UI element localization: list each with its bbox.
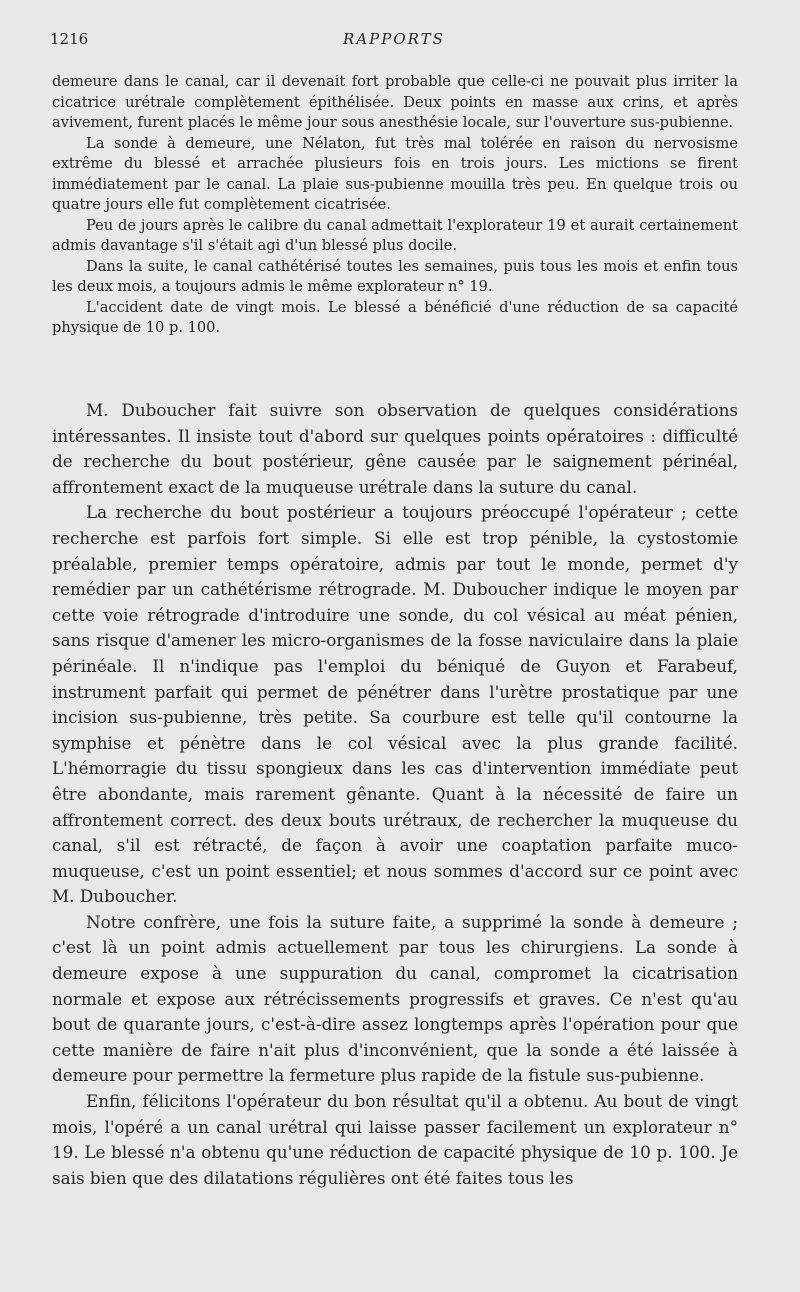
commentary-paragraph: M. Duboucher fait suivre son observation de quelques considérations intéressantes. Il insiste tout d'abord sur quelques points opératoires : difficulté de recherche du bout postérieur, gêne causée par le saignement périnéal, affrontement exact de la muqueuse urétrale dans la suture du canal. — [52, 400, 738, 497]
observation-paragraph: L'accident date de vingt mois. Le blessé a bénéficié d'une réduction de sa capacité physique de 10 p. 100. — [52, 298, 738, 336]
observation-text — [52, 72, 738, 339]
observation-paragraph: Dans la suite, le canal cathétérisé toutes les semaines, puis tous les mois et enfin tous les deux mois, a toujours admis le même explorateur n° 19. — [52, 257, 738, 295]
running-title: RAPPORTS — [343, 30, 445, 48]
observation-paragraph: demeure dans le canal, car il devenait fort probable que celle-ci ne pouvait plus irriter la cicatrice urétrale complètement épithélisée. Deux points en masse aux crins, et après avivement, furent placés le même jour sous anesthésie locale, sur l'ouverture sus-pubienne. — [52, 73, 738, 131]
observation-paragraph: La sonde à demeure, une Nélaton, fut très mal tolérée en raison du nervosisme extrême du blessé et arrachée plusieurs fois en trois jours. Les mictions se firent immédiatement par le canal. La plaie sus-pubienne mouilla très peu. En quelque trois ou quatre jours elle fut complètement cicatrisée. — [52, 134, 738, 213]
commentary-paragraph: Enfin, félicitons l'opérateur du bon résultat qu'il a obtenu. Au bout de vingt mois, l'opéré a un canal urétral qui laisse passer facilement un explorateur n° 19. Le blessé n'a obtenu qu'une réduction de capacité physique de 10 p. 100. Je sais bien que des dilatations régulières ont été faites tous les — [52, 1091, 738, 1188]
page-number: 1216 — [50, 30, 89, 48]
observation-paragraph: Peu de jours après le calibre du canal admettait l'explorateur 19 et aurait certainement admis davantage s'il s'était agi d'un blessé plus docile. — [52, 216, 738, 254]
page-header — [50, 30, 738, 52]
commentary-text — [52, 398, 738, 1191]
commentary-paragraph: La recherche du bout postérieur a toujours préoccupé l'opérateur ; cette recherche est parfois fort simple. Si elle est trop pénible, la cystostomie préalable, premier temps opératoire, admis par tout le monde, permet d'y remédier par un cathétérisme rétrograde. M. Duboucher indique le moyen par cette voie rétrograde d'introduire une sonde, du col vésical au méat pénien, sans risque d'amener les micro-organismes de la fosse naviculaire dans la plaie périnéale. Il n'indique pas l'emploi du béniqué de Guyon et Farabeuf, instrument parfait qui permet de pénétrer dans l'urètre prostatique par une incision sus-pubienne, très petite. Sa courbure est telle qu'il contourne la symphise et pénètre dans le col vésical avec la plus grande facilité. L'hémorragie du tissu spongieux dans les cas d'intervention immédiate peut être abondante, mais rarement gênante. Quant à la nécessité de faire un affrontement correct. des deux bouts urétraux, de rechercher la muqueuse du canal, s'il est rétracté, de façon à avoir une coaptation parfaite muco-muqueuse, c'est un point essentiel; et nous sommes d'accord sur ce point avec M. Duboucher. — [52, 502, 738, 907]
commentary-paragraph: Notre confrère, une fois la suture faite, a supprimé la sonde à demeure ; c'est là un point admis actuellement par tous les chirurgiens. La sonde à demeure expose à une suppuration du canal, compromet la cicatrisation normale et expose aux rétrécissements progressifs et graves. Ce n'est qu'au bout de quarante jours, c'est-à-dire assez longtemps après l'opération pour que cette manière de faire n'ait plus d'inconvénient, que la sonde a été laissée à demeure pour permettre la fermeture plus rapide de la fistule sus-pubienne. — [52, 911, 738, 1086]
